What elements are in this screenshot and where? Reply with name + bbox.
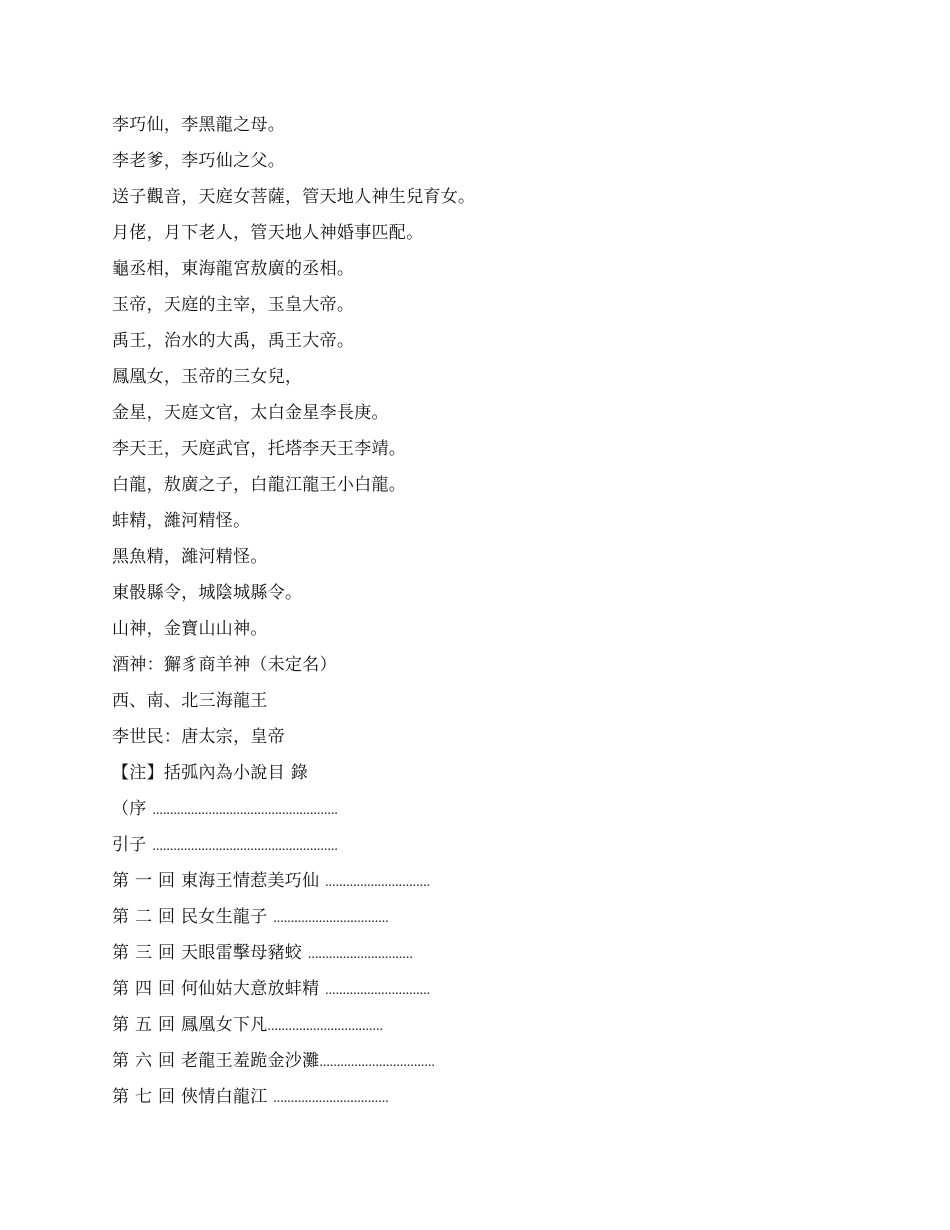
character-line: 東骰縣令，城陰城縣令。 bbox=[112, 583, 303, 603]
toc-entry-chapter-3 bbox=[112, 939, 872, 975]
toc-leader: ................................. bbox=[273, 1091, 389, 1106]
toc-leader: .............................. bbox=[325, 875, 431, 890]
toc-entry-preface bbox=[112, 795, 872, 831]
character-line: 酒神：獬豸商羊神（未定名） bbox=[112, 655, 337, 675]
toc-entry-chapter-4 bbox=[112, 975, 872, 1011]
character-line: 李巧仙，李黑龍之母。 bbox=[112, 115, 285, 135]
toc-entry-chapter-2 bbox=[112, 903, 872, 939]
toc-entry-chapter-6 bbox=[112, 1047, 872, 1083]
toc-entry-chapter-7 bbox=[112, 1083, 872, 1119]
character-line: 金星，天庭文官，太白金星李長庚。 bbox=[112, 403, 389, 423]
toc-title: 引子 bbox=[112, 835, 153, 855]
character-line: 禹王，治水的大禹，禹王大帝。 bbox=[112, 331, 355, 351]
toc-leader: .............................. bbox=[325, 983, 431, 998]
toc-title: 第 一 回 東海王情惹美巧仙 bbox=[112, 871, 326, 891]
toc-leader: .............................. bbox=[307, 947, 413, 962]
toc-title: 第 七 回 俠情白龍江 bbox=[112, 1087, 274, 1107]
toc-title: 第 二 回 民女生龍子 bbox=[112, 907, 274, 927]
toc-entry-chapter-5 bbox=[112, 1011, 872, 1047]
toc-title: 第 六 回 老龍王羞跪金沙灘 bbox=[112, 1051, 320, 1071]
character-line: 鳳凰女，玉帝的三女兒， bbox=[112, 367, 303, 387]
character-line: 李世民：唐太宗，皇帝 bbox=[112, 727, 285, 747]
toc-leader: ..................................................... bbox=[152, 803, 338, 818]
character-line: 玉帝，天庭的主宰，玉皇大帝。 bbox=[112, 295, 355, 315]
toc-leader: ................................. bbox=[273, 911, 389, 926]
character-line: 西、南、北三海龍王 bbox=[112, 691, 268, 711]
character-line: 送子觀音，天庭女菩薩，管天地人神生兒育女。 bbox=[112, 187, 476, 207]
note-line: 【注】括弧內為小說目 錄 bbox=[112, 763, 309, 783]
toc-leader: ..................................................... bbox=[152, 839, 338, 854]
character-line: 月佬，月下老人，管天地人神婚事匹配。 bbox=[112, 223, 424, 243]
toc-entry-prologue bbox=[112, 831, 872, 867]
character-line: 李天王，天庭武官，托塔李天王李靖。 bbox=[112, 439, 407, 459]
character-line: 李老爹，李巧仙之父。 bbox=[112, 151, 285, 171]
toc-leader: ................................. bbox=[319, 1055, 435, 1070]
character-line: 黑魚精，濰河精怪。 bbox=[112, 547, 268, 567]
character-line: 山神，金寶山山神。 bbox=[112, 619, 268, 639]
toc-entry-chapter-1 bbox=[112, 867, 872, 903]
toc-title: 第 四 回 何仙姑大意放蚌精 bbox=[112, 979, 326, 999]
toc-leader: ................................. bbox=[267, 1019, 384, 1034]
character-line: 蚌精，濰河精怪。 bbox=[112, 511, 251, 531]
toc-title: 第 三 回 天眼雷擊母豬蛟 bbox=[112, 943, 308, 963]
text-body bbox=[112, 111, 872, 1119]
character-line: 龜丞相，東海龍宮敖廣的丞相。 bbox=[112, 259, 355, 279]
toc-title: 第 五 回 鳳凰女下凡 bbox=[112, 1015, 268, 1035]
toc-title: （序 bbox=[112, 799, 153, 819]
character-line: 白龍，敖廣之子，白龍江龍王小白龍。 bbox=[112, 475, 407, 495]
